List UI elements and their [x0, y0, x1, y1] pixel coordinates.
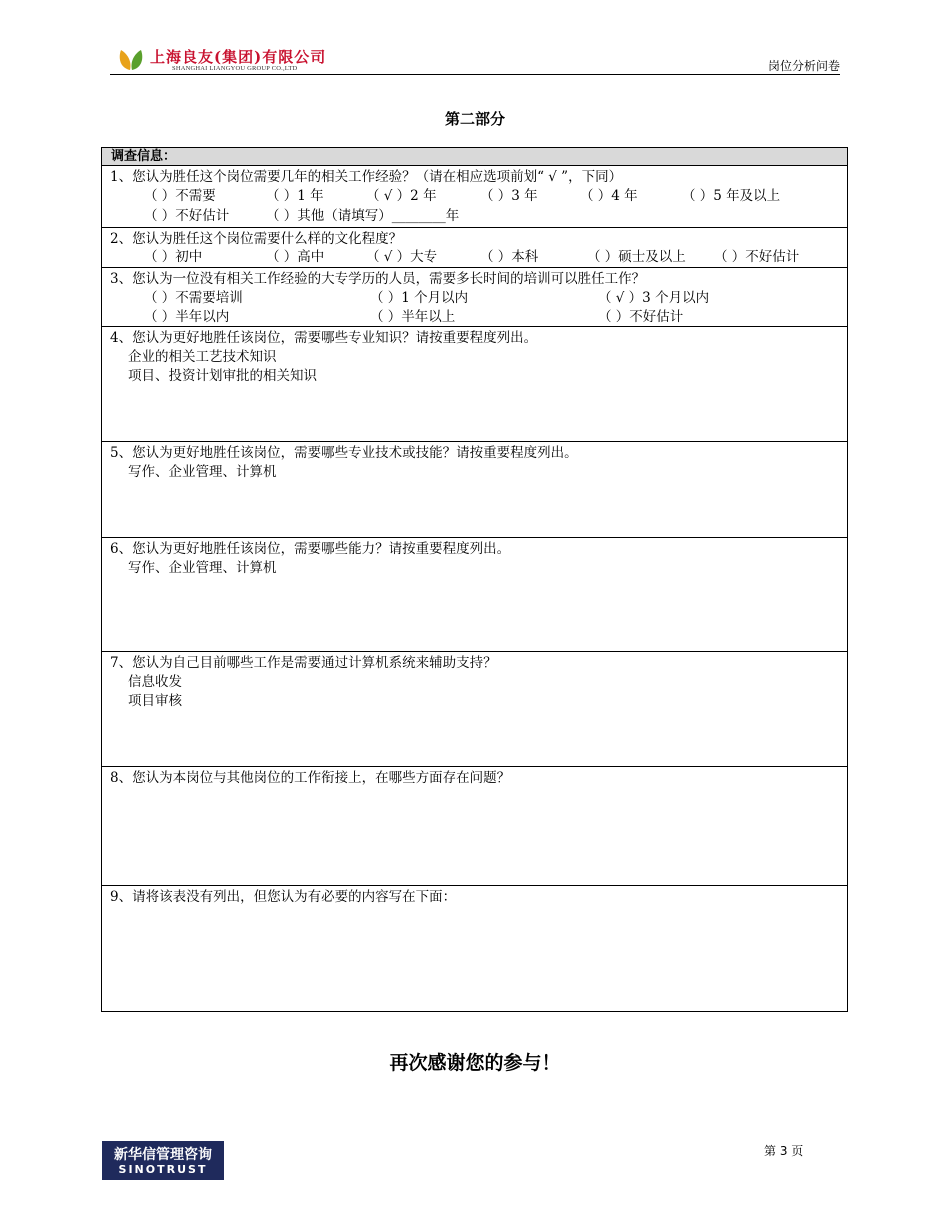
- answer-text[interactable]: 写作、企业管理、计算机: [128, 464, 277, 480]
- option-checkbox[interactable]: （ ）不好估计: [598, 309, 684, 325]
- option-checkbox[interactable]: （ ）1 个月以内: [370, 290, 469, 306]
- answer-text[interactable]: 企业的相关工艺技术知识: [128, 349, 277, 365]
- question-block-7: [102, 652, 847, 767]
- question-text: 7、您认为自己目前哪些工作是需要通过计算机系统来辅助支持？: [110, 655, 497, 671]
- page-number: 第 3 页: [764, 1144, 804, 1158]
- question-text: 4、您认为更好地胜任该岗位，需要哪些专业知识？请按重要程度列出。: [110, 330, 538, 346]
- option-checkbox[interactable]: （ ）不需要: [144, 188, 216, 204]
- page-header: [110, 44, 840, 75]
- thanks-message: 再次感谢您的参与！: [389, 1052, 561, 1074]
- question-block-2: [102, 228, 847, 268]
- question-text: 6、您认为更好地胜任该岗位，需要哪些能力？请按重要程度列出。: [110, 541, 511, 557]
- question-block-5: [102, 442, 847, 538]
- option-other-input[interactable]: （ ）其他（请填写）________年: [266, 208, 460, 224]
- option-checkbox[interactable]: （ ）半年以上: [370, 309, 456, 325]
- question-block-9: [102, 886, 847, 1011]
- question-text: 8、您认为本岗位与其他岗位的工作衔接上，在哪些方面存在问题？: [110, 770, 511, 786]
- option-checkbox[interactable]: （ ）1 年: [266, 188, 324, 204]
- option-checkbox[interactable]: （ ）硕士及以上: [587, 249, 686, 265]
- option-checkbox[interactable]: （ ）初中: [144, 249, 203, 265]
- answer-text[interactable]: 写作、企业管理、计算机: [128, 560, 277, 576]
- option-checkbox[interactable]: （ ）高中: [266, 249, 325, 265]
- option-checkbox[interactable]: （ ）不好估计: [144, 208, 230, 224]
- question-block-6: [102, 538, 847, 652]
- form-heading: 调查信息：: [102, 148, 847, 166]
- option-checkbox[interactable]: （ ）3 年: [480, 188, 538, 204]
- survey-form: [101, 147, 848, 1012]
- section-title: 第二部分: [444, 110, 505, 128]
- answer-text[interactable]: 信息收发: [128, 674, 182, 690]
- document-title: 岗位分析问卷: [767, 59, 840, 73]
- option-checkbox[interactable]: （ ）5 年及以上: [682, 188, 781, 204]
- question-text: 9、请将该表没有列出，但您认为有必要的内容写在下面：: [110, 889, 457, 905]
- option-checkbox[interactable]: （ ）半年以内: [144, 309, 230, 325]
- option-checkbox[interactable]: （ √ ）3 个月以内: [598, 290, 710, 306]
- company-name-en: SHANGHAI LIANGYOU GROUP CO.,LTD: [172, 65, 298, 72]
- question-block-4: [102, 327, 847, 442]
- option-checkbox[interactable]: （ √ ）大专: [366, 249, 438, 265]
- company-name-cn: 上海良友(集团)有限公司: [150, 48, 327, 66]
- option-checkbox[interactable]: （ ）不好估计: [714, 249, 800, 265]
- question-block-1: [102, 166, 847, 228]
- option-checkbox[interactable]: （ ）本科: [480, 249, 539, 265]
- question-text: 1、您认为胜任这个岗位需要几年的相关工作经验？（请在相应选项前划“ √ ”，下同）: [110, 169, 623, 185]
- footer-logo-en: SINOTRUST: [118, 1163, 208, 1176]
- question-text: 2、您认为胜任这个岗位需要什么样的文化程度？: [110, 231, 403, 247]
- footer-logo-cn: 新华信管理咨询: [114, 1147, 212, 1163]
- answer-text[interactable]: 项目审核: [128, 693, 182, 709]
- question-block-8: [102, 767, 847, 886]
- option-checkbox[interactable]: （ ）不需要培训: [144, 290, 243, 306]
- option-checkbox[interactable]: （ √ ）2 年: [366, 188, 437, 204]
- option-checkbox[interactable]: （ ）4 年: [580, 188, 638, 204]
- question-text: 3、您认为一位没有相关工作经验的大专学历的人员，需要多长时间的培训可以胜任工作？: [110, 271, 646, 287]
- leaf-logo-icon: [116, 48, 146, 72]
- answer-text[interactable]: 项目、投资计划审批的相关知识: [128, 368, 317, 384]
- question-text: 5、您认为更好地胜任该岗位，需要哪些专业技术或技能？请按重要程度列出。: [110, 445, 578, 461]
- sinotrust-logo: [102, 1141, 224, 1180]
- question-block-3: [102, 268, 847, 327]
